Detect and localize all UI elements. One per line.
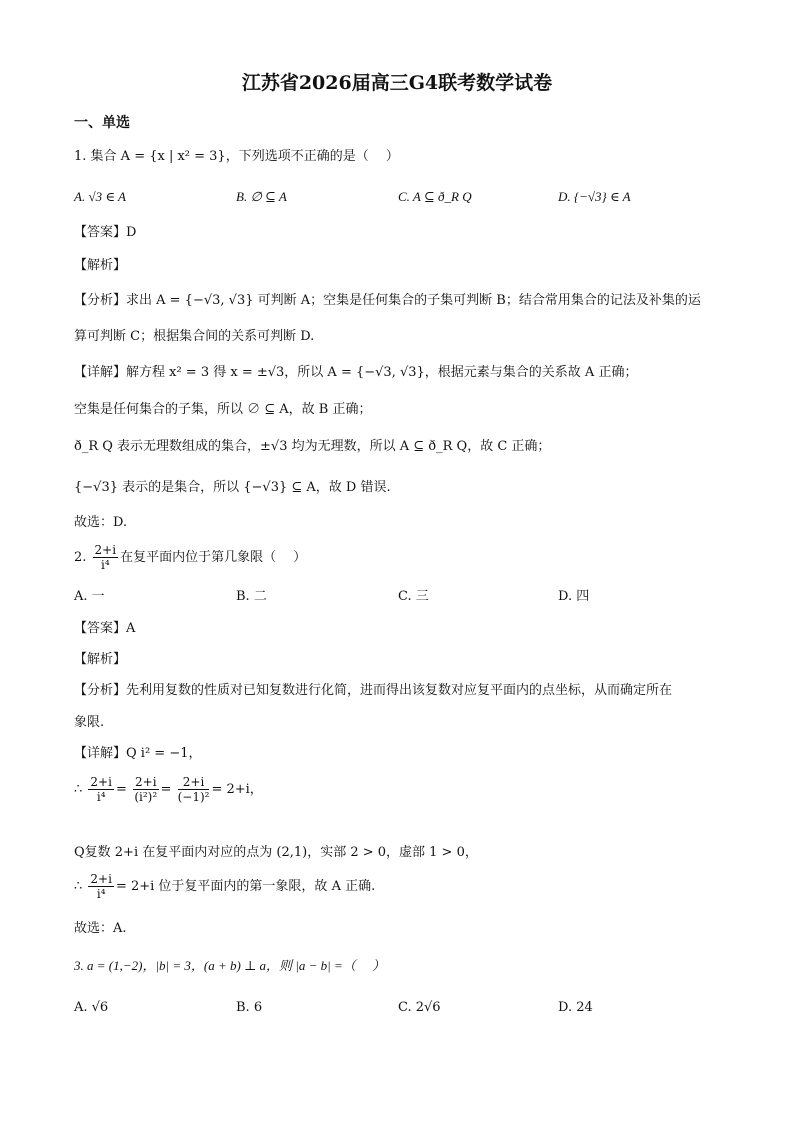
q1-fenxi-line-2: 算可判断 C；根据集合间的关系可判断 D. [74, 329, 315, 344]
q1-detail-line-2: 空集是任何集合的子集，所以 ∅ ⊆ A，故 B 正确； [74, 402, 372, 417]
q2-eq2-fraction [88, 873, 114, 900]
q2-eq-fraction-2-denominator: (i²)² [134, 790, 158, 804]
q1-option-c: C. A ⊆ ð_R Q [398, 189, 472, 204]
q3-stem: 3. a = (1,−2)，|b| = 3，(a + b) ⊥ a，则 |a − b| =（ ） [74, 958, 385, 973]
q2-equation-2 [74, 873, 375, 900]
q2-fraction-denominator: i⁴ [100, 558, 110, 572]
q2-eq-fraction-1 [88, 776, 114, 803]
q2-fenxi-line-1: 【分析】先利用复数的性质对已知复数进行化简，进而得出该复数对应复平面内的点坐标，从而确定所在 [74, 683, 673, 698]
q2-option-b: B. 二 [236, 589, 267, 604]
q2-eq2-fraction-numerator: 2+i [90, 872, 112, 886]
q1-analysis-label: 【解析】 [74, 258, 127, 273]
q3-option-c: C. 2√6 [398, 1000, 441, 1015]
q2-detail-line-1: 【详解】Q i² = −1， [74, 746, 202, 761]
q2-conclusion: 故选：A. [74, 921, 127, 936]
q2-eq-fraction-3 [178, 776, 210, 803]
q2-eq-fraction-3-denominator: (−1)² [177, 790, 210, 804]
q1-answer: 【答案】D [74, 225, 137, 240]
q2-eq-fraction-1-denominator: i⁴ [96, 790, 106, 804]
q2-equation [74, 776, 263, 803]
page-title: 江苏省2026届高三G4联考数学试卷 [241, 72, 553, 94]
q2-eq-tail: = 2+i， [211, 782, 263, 797]
q2-fraction-numerator: 2+i [94, 543, 117, 557]
q2-eq-equals-2: = [160, 782, 172, 797]
q2-fraction [93, 544, 119, 571]
q2-number: 2. [74, 550, 87, 565]
q2-equation-2-therefore: ∴ [74, 879, 83, 894]
q2-eq-fraction-1-numerator: 2+i [90, 775, 112, 789]
q1-detail-line-1: 【详解】解方程 x² = 3 得 x = ±√3，所以 A = {−√3, √3}，根据元素与集合的关系故 A 正确； [74, 365, 638, 380]
q2-eq2-tail: = 2+i 位于复平面内的第一象限，故 A 正确. [115, 879, 376, 894]
q2-answer: 【答案】A [74, 621, 136, 636]
q2-stem-tail: 在复平面内位于第几象限（ ） [120, 550, 307, 565]
q2-eq-fraction-2 [133, 776, 159, 803]
q2-eq-fraction-3-numerator: 2+i [178, 776, 210, 790]
q2-fenxi-line-2: 象限. [74, 715, 105, 730]
q2-eq-fraction-2-numerator: 2+i [135, 775, 157, 789]
q3-option-a: A. √6 [74, 1000, 109, 1015]
q2-eq-equals-1: = [115, 782, 127, 797]
q1-detail-line-3: ð_R Q 表示无理数组成的集合，±√3 均为无理数，所以 A ⊆ ð_R Q，故 C 正确； [74, 439, 551, 454]
q3-option-d: D. 24 [558, 1000, 593, 1015]
q2-option-c: C. 三 [398, 589, 429, 604]
q2-option-d: D. 四 [558, 589, 590, 604]
q1-fenxi-line-1: 【分析】求出 A = {−√3, √3} 可判断 A；空集是任何集合的子集可判断 B；结合常用集合的记法及补集的运 [74, 293, 701, 308]
q2-option-a: A. 一 [74, 589, 105, 604]
q2-stem [74, 544, 306, 571]
q2-detail-line-3: Q复数 2+i 在复平面内对应的点为 (2,1)，实部 2 > 0，虚部 1 > 0， [74, 845, 478, 860]
section-heading: 一、单选 [74, 115, 130, 131]
q1-option-b: B. ∅ ⊆ A [236, 189, 287, 204]
q2-equation-therefore: ∴ [74, 782, 83, 797]
q3-option-b: B. 6 [236, 1000, 263, 1015]
q1-conclusion: 故选：D. [74, 515, 128, 530]
q1-stem: 1. 集合 A = {x | x² = 3}，下列选项不正确的是（ ） [74, 149, 399, 164]
q1-detail-line-4: {−√3} 表示的是集合，所以 {−√3} ⊆ A，故 D 错误. [74, 480, 391, 495]
q2-eq2-fraction-denominator: i⁴ [96, 887, 106, 901]
q2-analysis-label: 【解析】 [74, 652, 127, 667]
q1-option-d: D. {−√3} ∈ A [558, 189, 631, 204]
q1-option-a: A. √3 ∈ A [74, 189, 126, 204]
